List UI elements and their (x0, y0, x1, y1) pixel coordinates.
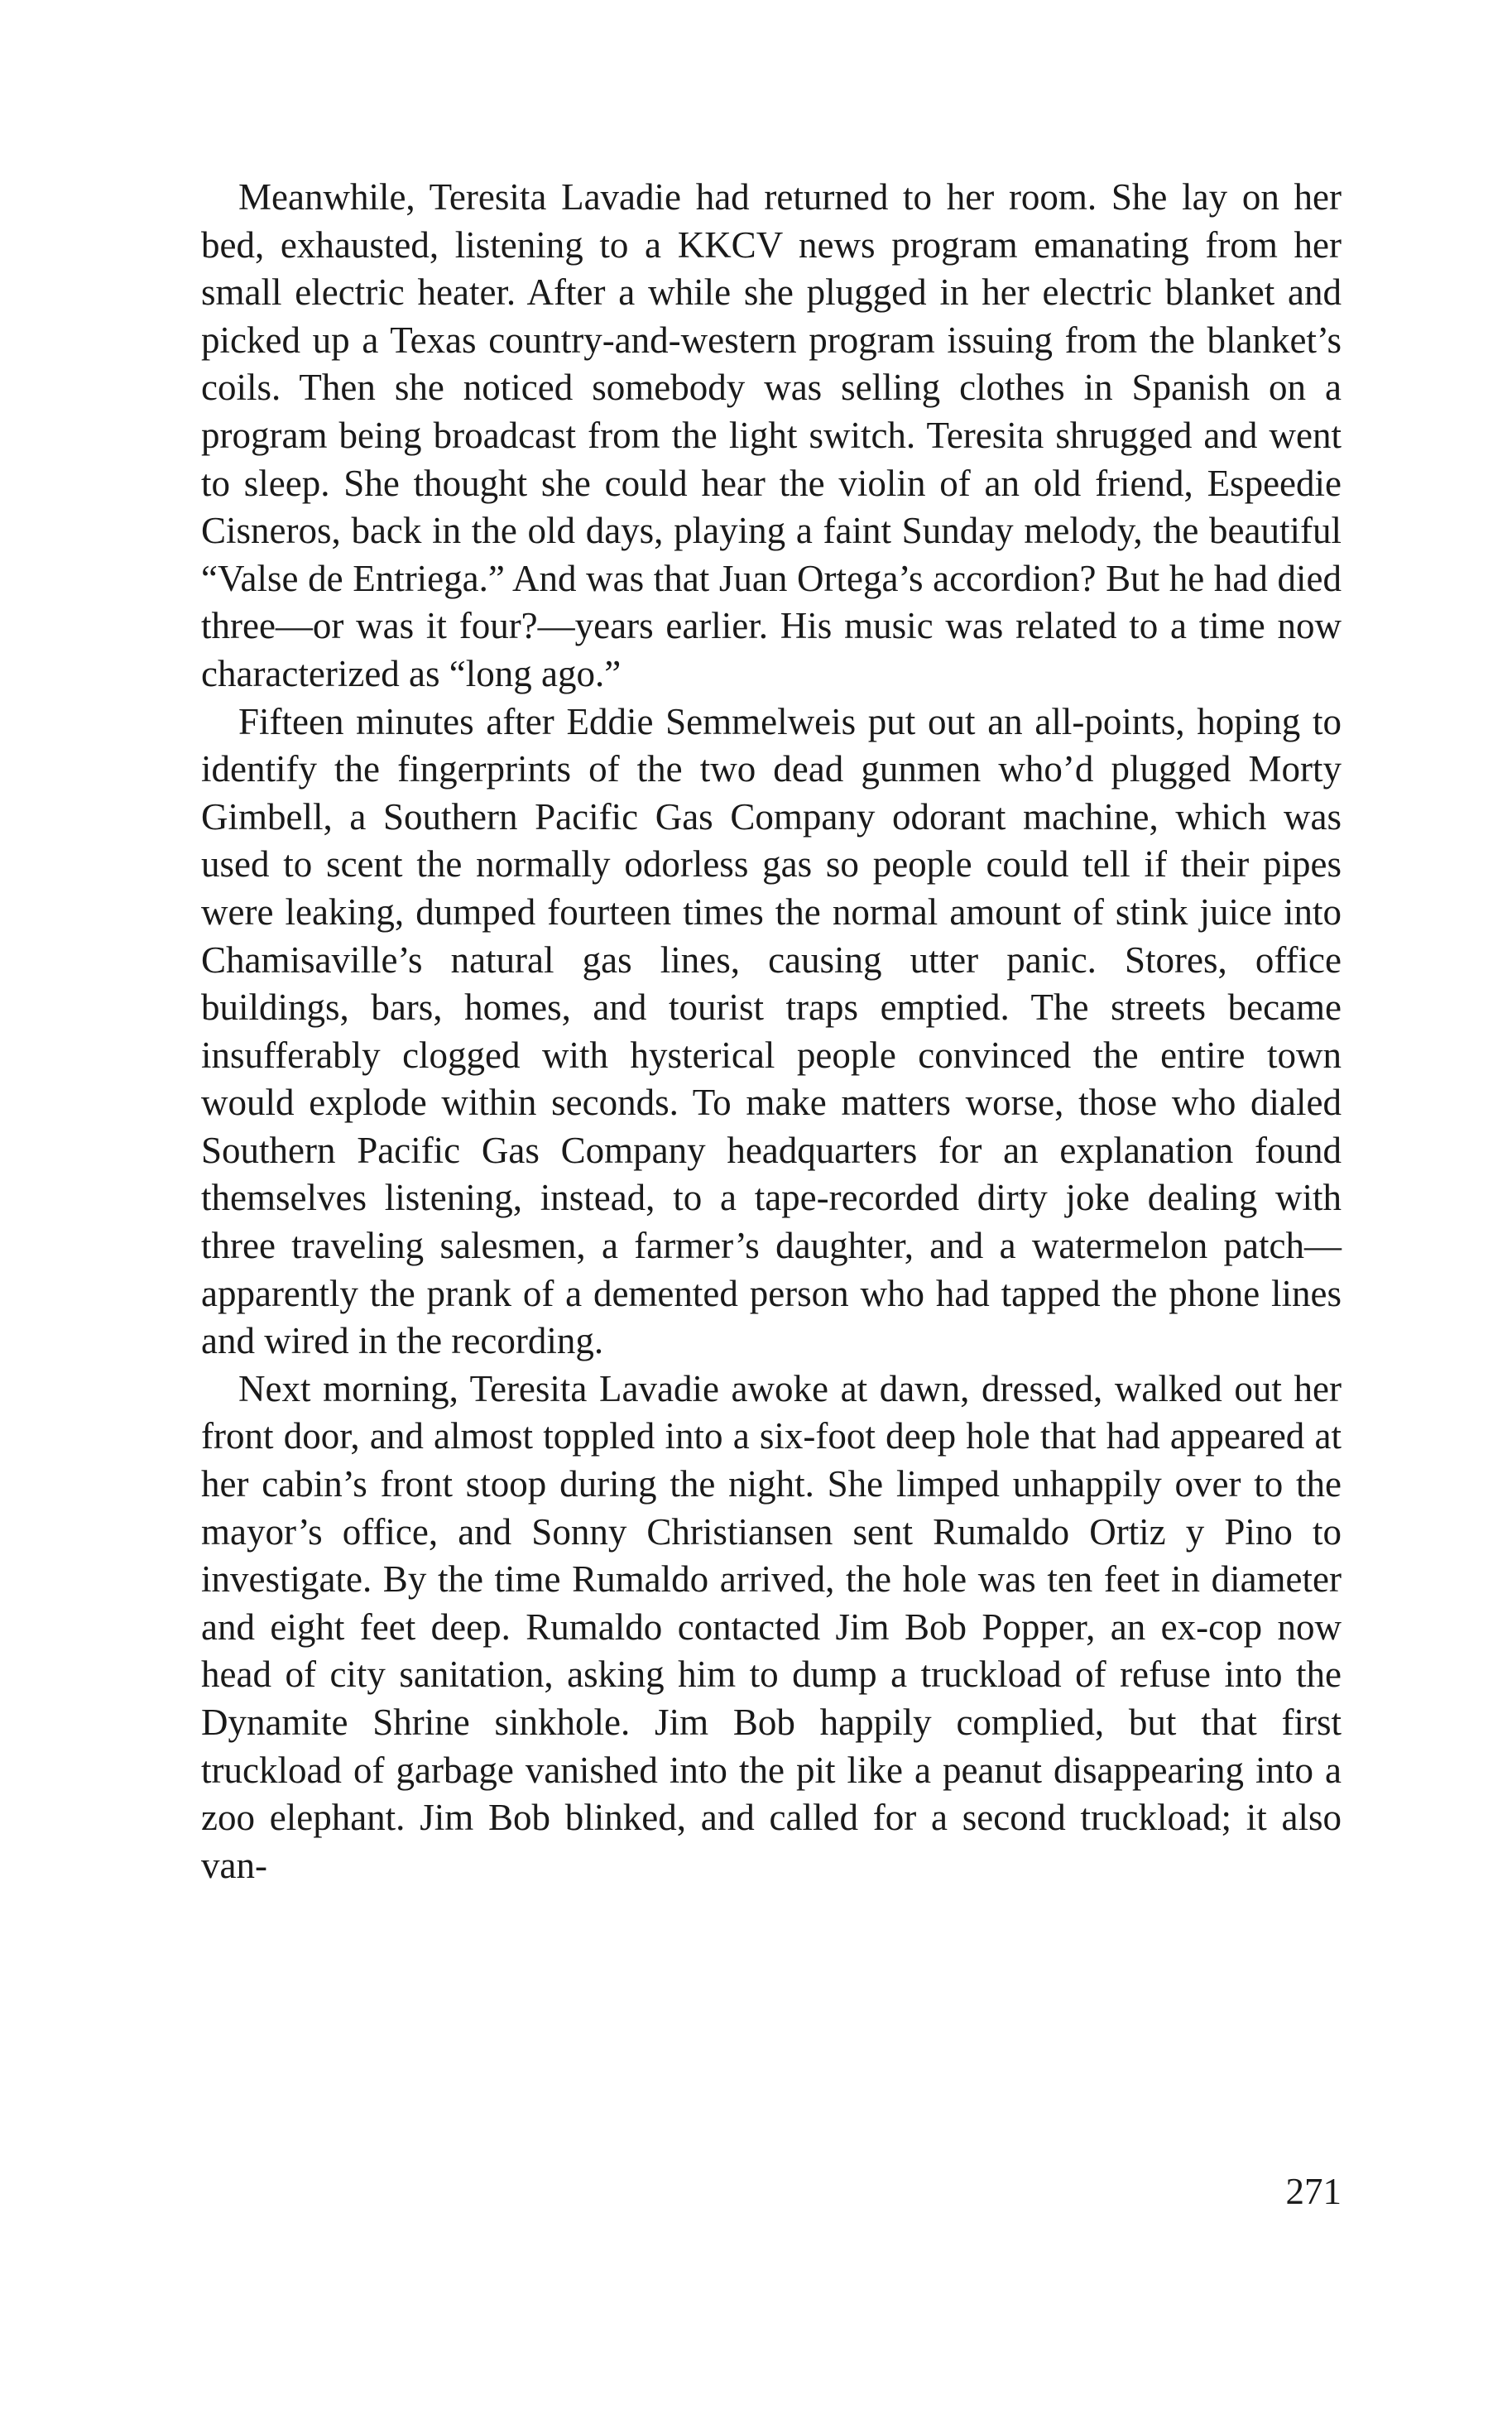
paragraph-gas-panic: Fifteen minutes after Eddie Semmelweis put out an all-points, hoping to identify the fingerprints of the two dead gunmen who’d plugged Morty Gimbell, a Southern Pacific Gas Company odorant machine, which was used to scent the normally odorless gas so people could tell if their pipes were leaking, dumped fourteen times the normal amount of stink juice into Chamisaville’s natural gas lines, causing utter panic. Stores, office buildings, bars, homes, and tourist traps emptied. The streets became insufferably clogged with hysterical people convinced the entire town would explode within seconds. To make matters worse, those who dialed Southern Pacific Gas Company headquarters for an explanation found themselves listening, instead, to a tape-recorded dirty joke dealing with three traveling salesmen, a farmer’s daughter, and a watermelon patch—apparently the prank of a demented person who had tapped the phone lines and wired in the recording. (201, 700, 1342, 1362)
page-number: 271 (1285, 2171, 1342, 2212)
page-body (201, 174, 1342, 1889)
paragraph-sinkhole: Next morning, Teresita Lavadie awoke at dawn, dressed, walked out her front door, and almost toppled into a six-foot deep hole that had appeared at her cabin’s front stoop during the night. She limped unhappily over to the mayor’s office, and Sonny Christiansen sent Rumaldo Ortiz y Pino to investigate. By the time Rumaldo arrived, the hole was ten feet in diameter and eight feet deep. Rumaldo contacted Jim Bob Popper, an ex-cop now head of city sanitation, asking him to dump a truckload of refuse into the Dynamite Shrine sinkhole. Jim Bob happily complied, but that first truckload of garbage vanished into the pit like a peanut disappearing into a zoo elephant. Jim Bob blinked, and called for a second truckload; it also van- (201, 1367, 1342, 1886)
paragraph-teresita-returns: Meanwhile, Teresita Lavadie had returned to her room. She lay on her bed, exhausted, listening to a KKCV news program emanating from her small electric heater. After a while she plugged in her electric blanket and picked up a Texas country-and-western program issuing from the blanket’s coils. Then she noticed somebody was selling clothes in Spanish on a program being broadcast from the light switch. Teresita shrugged and went to sleep. She thought she could hear the violin of an old friend, Espeedie Cisneros, back in the old days, playing a faint Sunday melody, the beautiful “Valse de Entriega.” And was that Juan Ortega’s accordion? But he had died three—or was it four?—years earlier. His music was related to a time now characterized as “long ago.” (201, 176, 1342, 694)
